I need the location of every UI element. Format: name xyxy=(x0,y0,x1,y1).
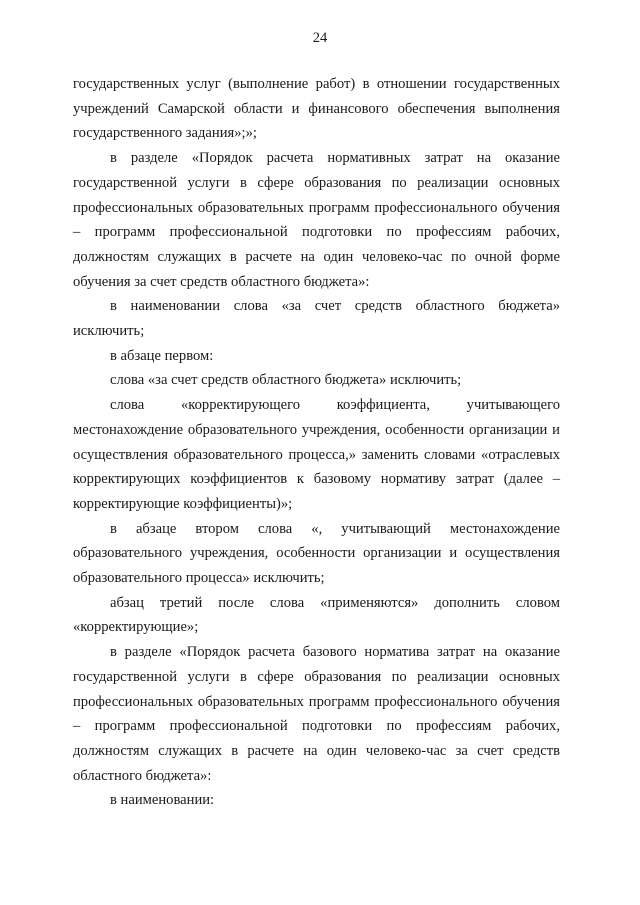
paragraph: в разделе «Порядок расчета нормативных затрат на оказание государственной услуги в сфере образования по реализации основных профессиональных образовательных программ профессионального обучения – программ профессиональной подготовки по профессиям рабочих, должностям служащих в расчете на один человеко-час по очной форме обучения за счет средств областного бюджета»: xyxy=(73,150,560,290)
paragraph: в наименовании слова «за счет средств областного бюджета» исключить; xyxy=(73,298,560,340)
paragraph: слова «корректирующего коэффициента, учитывающего местонахождение образовательного учреждения, особенности организации и осуществления образовательного процесса,» заменить словами «отраслевых корректирующих коэффициентов к базовому нормативу затрат (далее – корректирующие коэффициенты)»; xyxy=(73,397,560,512)
page-number: 24 xyxy=(312,30,328,46)
paragraph: слова «за счет средств областного бюджета» исключить; xyxy=(110,372,462,389)
paragraph: в разделе «Порядок расчета базового норматива затрат на оказание государственной услуги в сфере образования по реализации основных профессиональных образовательных программ профессионального обучения – программ профессиональной подготовки по профессиям рабочих, должностям служащих в расчете на один человеко-час за счет средств областного бюджета»: xyxy=(73,644,560,784)
document-body xyxy=(73,72,560,813)
paragraph: в наименовании: xyxy=(110,792,215,809)
paragraph: абзац третий после слова «применяются» дополнить словом «корректирующие»; xyxy=(73,594,560,636)
paragraph: государственных услуг (выполнение работ) в отношении государственных учреждений Самарской области и финансового обеспечения выполнения государственного задания»;»; xyxy=(73,76,560,142)
paragraph: в абзаце втором слова «, учитывающий местонахождение образовательного учреждения, особенности организации и осуществления образовательного процесса» исключить; xyxy=(73,520,560,587)
paragraph: в абзаце первом: xyxy=(110,347,214,364)
